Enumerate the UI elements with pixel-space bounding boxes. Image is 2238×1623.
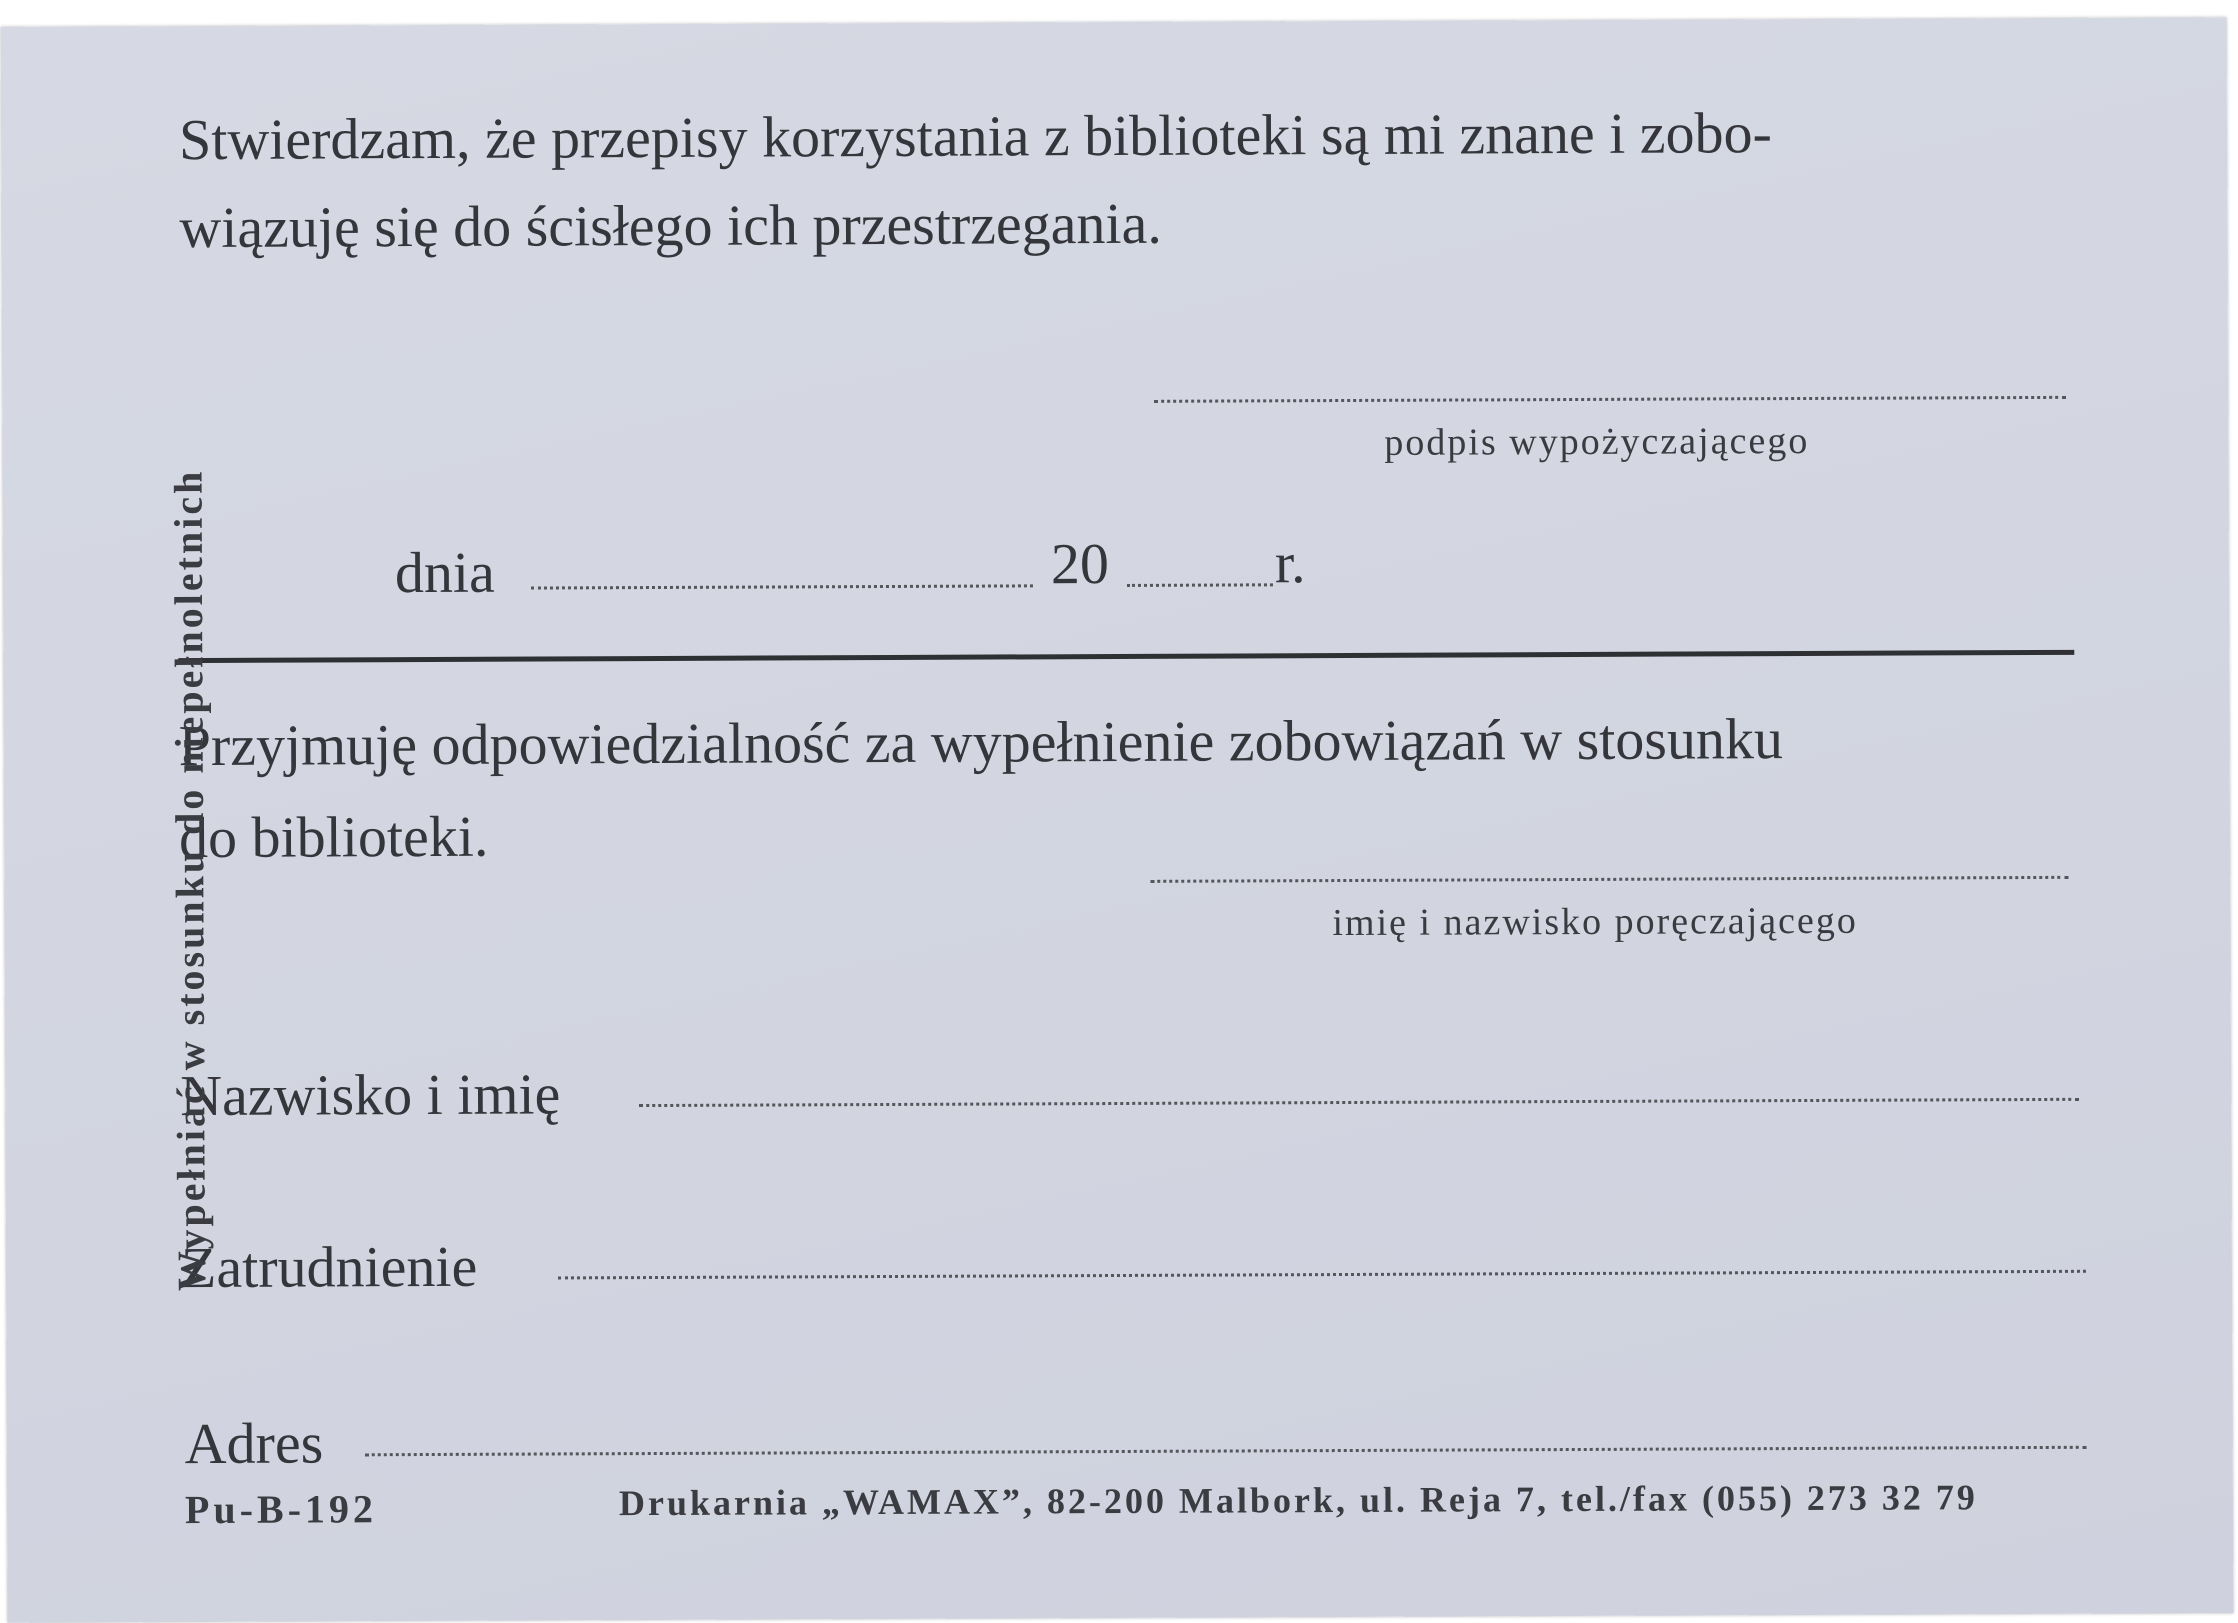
employment-label: Zatrudnienie (180, 1233, 478, 1301)
printer-info: Drukarnia „WAMAX”, 82-200 Malbork, ul. Reja 7, tel./fax (055) 273 32 79 (618, 1477, 1978, 1524)
employment-field[interactable] (558, 1270, 2086, 1280)
date-label: dnia (394, 539, 495, 606)
guarantor-statement (178, 693, 1783, 884)
intro-line-1: Stwierdzam, że przepisy korzystania z biblioteki są mi znane i zobo- (178, 100, 1773, 173)
signature-line[interactable] (1154, 396, 2066, 403)
intro-statement (179, 89, 1773, 272)
date-suffix: r. (1274, 530, 1306, 596)
address-field[interactable] (365, 1446, 2087, 1457)
minors-side-note: Wypełniać w stosunku do niepełnoletnich (165, 468, 215, 1292)
signature-caption: podpis wypożyczającego (1384, 419, 1810, 464)
address-label: Adres (184, 1410, 324, 1477)
guarantor-line-1: Przyjmuję odpowiedzialność za wypełnienie zobowiązań w stosunku (178, 706, 1784, 779)
guarantor-caption: imię i nazwisko poręczającego (1332, 899, 1858, 945)
date-year-label: 20 (1050, 531, 1110, 597)
guarantor-line-2: do biblioteki. (178, 803, 489, 871)
date-year-line[interactable] (1127, 583, 1273, 587)
intro-line-2: wiązuję się do ścisłego ich przestrzegania. (179, 190, 1162, 261)
form-code: Pu-B-192 (184, 1486, 378, 1533)
section-divider (178, 650, 2074, 663)
surname-label: Nazwisko i imię (180, 1061, 561, 1129)
library-form-card (1, 17, 2234, 1623)
date-day-month-line[interactable] (531, 584, 1033, 589)
surname-field[interactable] (639, 1098, 2079, 1107)
